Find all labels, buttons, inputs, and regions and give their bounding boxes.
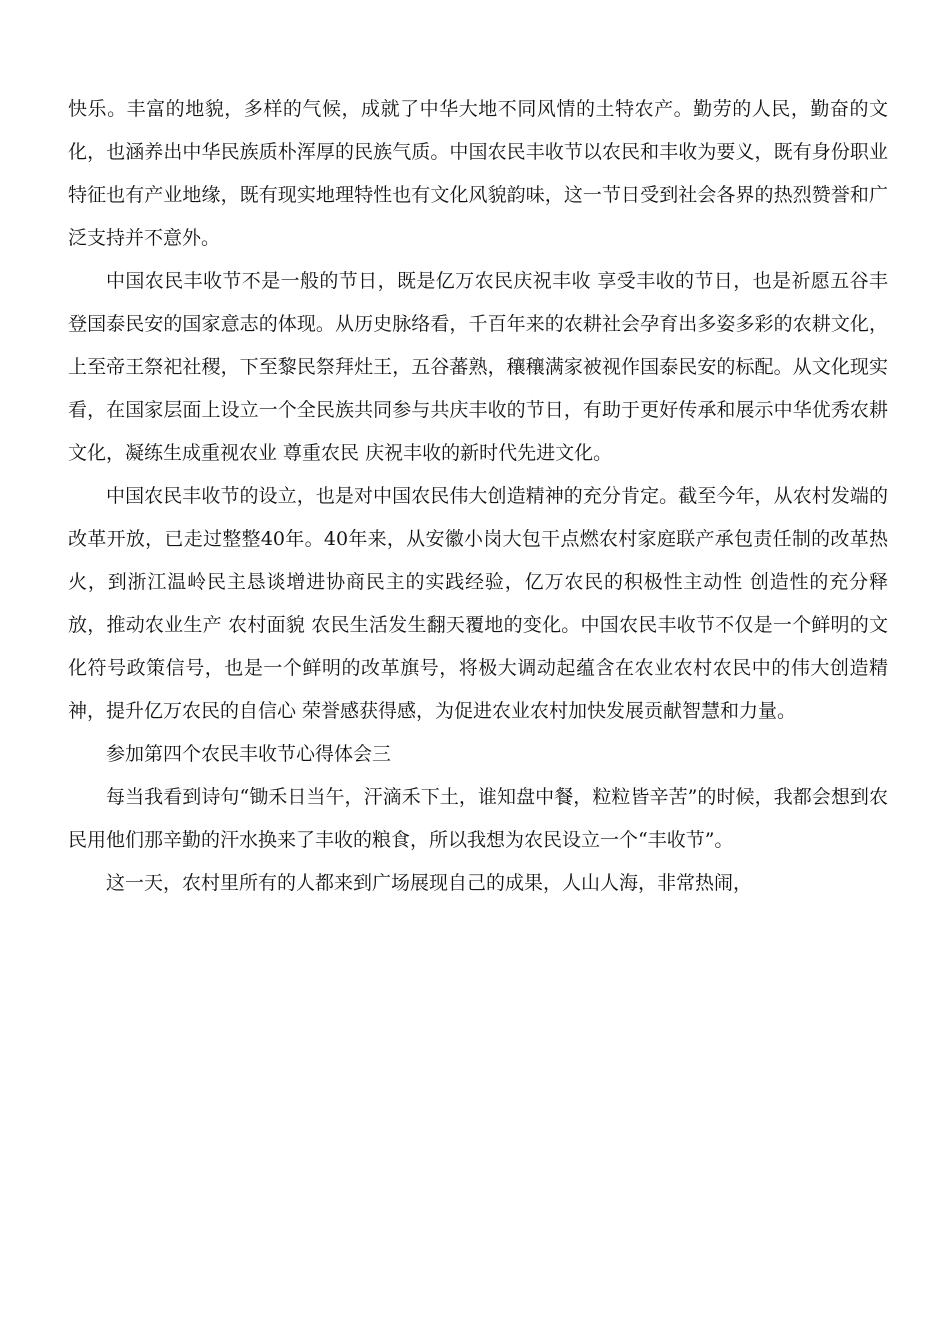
paragraph-harvest-day: 这一天，农村里所有的人都来到广场展现自己的成果，人山人海，非常热闹， (106, 872, 753, 894)
paragraph-poem: 每当我看到诗句“锄禾日当午，汗滴禾下土，谁知盘中餐，粒粒皆辛苦”的时候，我都会想到农民用他们那辛勤的汗水换来了丰收的粮食，所以我想为农民设立一个“丰收节”。 (68, 786, 888, 851)
document-body (68, 88, 888, 905)
paragraph-festival-significance: 中国农民丰收节不是一般的节日，既是亿万农民庆祝丰收 享受丰收的节日，也是祈愿五谷丰登国泰民安的国家意志的体现。从历史脉络看，千百年来的农耕社会孕育出多姿多彩的农耕文化，上至帝王祭祀社稷，下至黎民祭拜灶王，五谷蕃熟，穰穰满家被视作国泰民安的标配。从文化现实看，在国家层面上设立一个全民族共同参与共庆丰收的节日，有助于更好传承和展示中华优秀农耕文化，凝练生成重视农业 尊重农民 庆祝丰收的新时代先进文化。 (68, 270, 888, 464)
paragraph-continuation: 快乐。丰富的地貌，多样的气候，成就了中华大地不同风情的土特农产。勤劳的人民，勤奋的文化，也涵养出中华民族质朴浑厚的民族气质。中国农民丰收节以农民和丰收为要义，既有身份职业特征也有产业地缘，既有现实地理特性也有文化风貌韵味，这一节日受到社会各界的热烈赞誉和广泛支持并不意外。 (68, 98, 888, 249)
paragraph-creative-spirit: 中国农民丰收节的设立，也是对中国农民伟大创造精神的充分肯定。截至今年，从农村发端的改革开放，已走过整整40年。40年来，从安徽小岗大包干点燃农村家庭联产承包责任制的改革热火，到浙江温岭民主恳谈增进协商民主的实践经验，亿万农民的积极性主动性 创造性的充分释放，推动农业生产 农村面貌 农民生活发生翻天覆地的变化。中国农民丰收节不仅是一个鲜明的文化符号政策信号，也是一个鲜明的改革旗号，将极大调动起蕴含在农业农村农民中的伟大创造精神，提升亿万农民的自信心 荣誉感获得感，为促进农业农村加快发展贡献智慧和力量。 (68, 485, 888, 722)
section-heading: 参加第四个农民丰收节心得体会三 (106, 743, 392, 765)
